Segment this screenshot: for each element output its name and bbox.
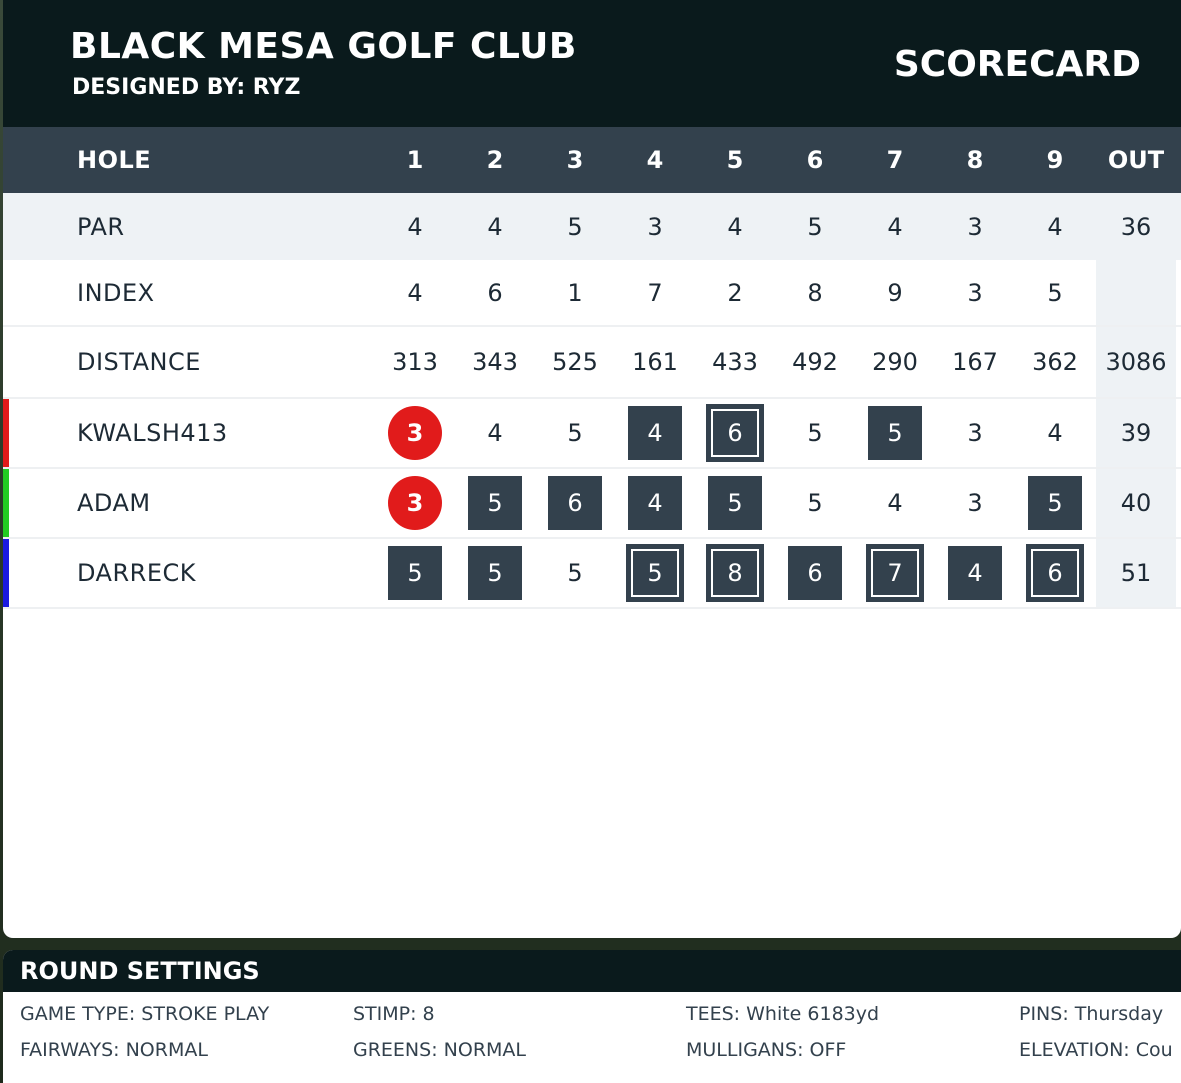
score-bogey: 4 [948,546,1002,600]
score-birdie: 3 [388,406,442,460]
score-bogey: 6 [548,476,602,530]
hole-row [3,127,1181,193]
distance-value: 362 [1032,348,1078,376]
setting-greens: GREENS: NORMAL [353,1039,526,1061]
score-par: 5 [807,489,823,517]
score-double: 8 [708,546,762,600]
score-cell [535,469,615,537]
score-double: 6 [1028,546,1082,600]
score-cell [855,399,935,467]
par-value: 5 [807,212,823,241]
score-bogey: 5 [388,546,442,600]
score-cell [855,469,935,537]
index-value: 1 [567,278,583,307]
setting-elevation: ELEVATION: Cou [1019,1039,1173,1061]
score-bogey: 5 [868,406,922,460]
par-out-total: 36 [1120,212,1152,241]
score-double: 7 [868,546,922,600]
setting-stimp: STIMP: 8 [353,1003,435,1025]
score-double: 5 [628,546,682,600]
setting-pins: PINS: Thursday [1019,1003,1164,1025]
player-color-bar [3,539,9,607]
score-cell [695,469,775,537]
score-cell [855,539,935,607]
par-label: PAR [77,212,125,241]
scorecard-header [3,0,1181,127]
score-cell [375,539,455,607]
player-name: KWALSH413 [77,419,228,447]
score-par: 4 [887,489,903,517]
out-header: OUT [1107,146,1165,174]
score-par: 5 [807,419,823,447]
score-cell [775,469,855,537]
scorecard-panel [3,0,1181,938]
index-value: 6 [487,278,503,307]
hole-label: HOLE [77,146,152,174]
score-double: 6 [708,406,762,460]
round-settings-panel [3,950,1181,1083]
distance-value: 343 [472,348,518,376]
distance-value: 290 [872,348,918,376]
score-cell [455,539,535,607]
par-value: 4 [487,212,503,241]
score-cell [535,539,615,607]
score-bogey: 5 [468,546,522,600]
par-value: 4 [887,212,903,241]
score-cell [1015,469,1095,537]
club-name: BLACK MESA GOLF CLUB [70,26,577,67]
score-cell [455,399,535,467]
index-label: INDEX [77,278,155,307]
index-row [3,260,1181,327]
course-designer: DESIGNED BY: RYZ [72,75,301,100]
score-par: 4 [487,419,503,447]
score-par: 3 [967,489,983,517]
score-cell [615,399,695,467]
score-cell [535,399,615,467]
player-color-bar [3,469,9,537]
player-out-total: 40 [1096,469,1176,537]
distance-out-total: 3086 [1096,327,1176,397]
hole-number: 2 [486,146,504,174]
index-value: 9 [887,278,903,307]
par-row [3,193,1181,260]
index-value: 8 [807,278,823,307]
round-settings-header [3,950,1181,992]
hole-number: 8 [966,146,984,174]
distance-row [3,327,1181,399]
scorecard-title: SCORECARD [893,44,1141,85]
score-cell [775,399,855,467]
hole-number: 7 [886,146,904,174]
player-name: DARRECK [77,559,196,587]
player-name: ADAM [77,489,151,517]
index-value: 2 [727,278,743,307]
score-bogey: 5 [708,476,762,530]
score-bogey: 5 [468,476,522,530]
score-cell [375,469,455,537]
score-cell [615,469,695,537]
setting-game-type: GAME TYPE: STROKE PLAY [20,1003,270,1025]
distance-label: DISTANCE [77,348,201,376]
par-value: 3 [647,212,663,241]
score-birdie: 3 [388,476,442,530]
score-par: 5 [567,559,583,587]
score-cell [1015,539,1095,607]
distance-value: 167 [952,348,998,376]
score-cell [375,399,455,467]
score-cell [935,399,1015,467]
index-value: 7 [647,278,663,307]
hole-number: 3 [566,146,584,174]
index-value: 4 [407,278,423,307]
distance-value: 492 [792,348,838,376]
distance-value: 525 [552,348,598,376]
round-settings-title: ROUND SETTINGS [20,957,260,985]
score-bogey: 4 [628,406,682,460]
hole-number: 4 [646,146,664,174]
hole-number: 9 [1046,146,1064,174]
hole-number: 1 [406,146,424,174]
player-row-kwalsh413 [3,399,1181,469]
hole-number: 5 [726,146,744,174]
score-cell [455,469,535,537]
setting-fairways: FAIRWAYS: NORMAL [20,1039,208,1061]
score-bogey: 6 [788,546,842,600]
setting-mulligans: MULLIGANS: OFF [686,1039,847,1061]
par-value: 5 [567,212,583,241]
player-out-total: 51 [1096,539,1176,607]
player-row-darreck [3,539,1181,609]
hole-number: 6 [806,146,824,174]
setting-tees: TEES: White 6183yd [686,1003,880,1025]
score-cell [775,539,855,607]
score-cell [1015,399,1095,467]
score-cell [695,399,775,467]
score-bogey: 5 [1028,476,1082,530]
par-value: 4 [727,212,743,241]
score-par: 4 [1047,419,1063,447]
score-cell [695,539,775,607]
score-par: 5 [567,419,583,447]
score-cell [935,469,1015,537]
player-color-bar [3,399,9,467]
score-cell [935,539,1015,607]
index-out-empty [1096,260,1176,325]
score-par: 3 [967,419,983,447]
index-value: 3 [967,278,983,307]
index-value: 5 [1047,278,1063,307]
distance-value: 161 [632,348,678,376]
player-out-total: 39 [1096,399,1176,467]
par-value: 4 [1047,212,1063,241]
score-cell [615,539,695,607]
par-value: 3 [967,212,983,241]
par-value: 4 [407,212,423,241]
score-bogey: 4 [628,476,682,530]
distance-value: 313 [392,348,438,376]
distance-value: 433 [712,348,758,376]
player-row-adam [3,469,1181,539]
